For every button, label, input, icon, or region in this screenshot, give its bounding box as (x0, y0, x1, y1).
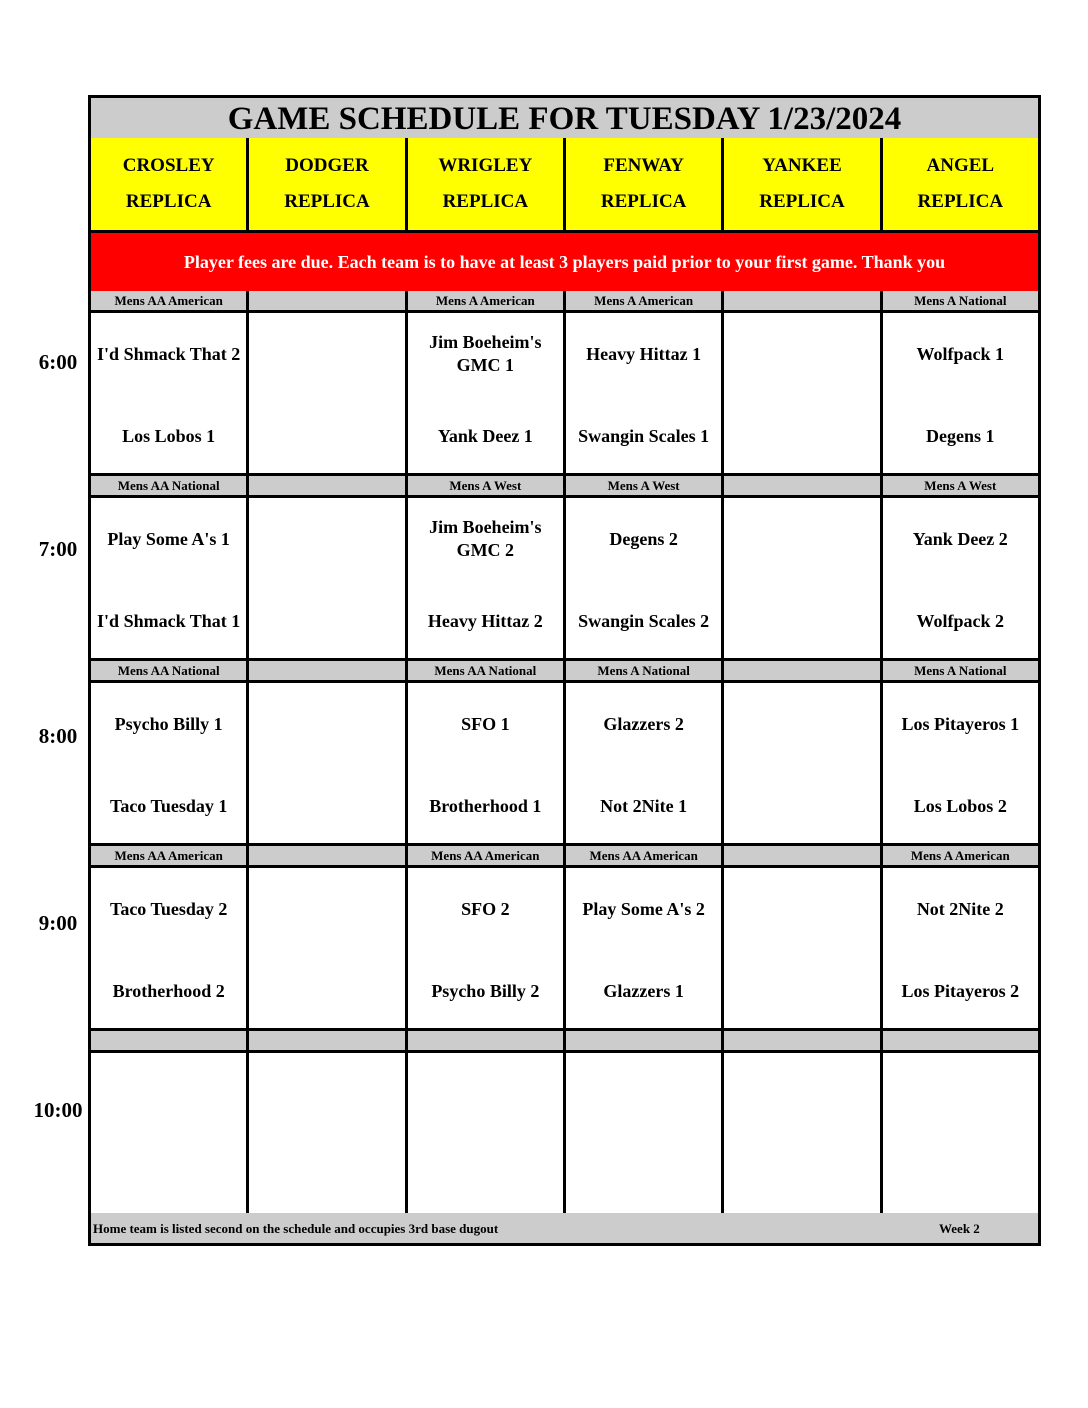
footer-bar (91, 1213, 1038, 1243)
field-header (249, 138, 404, 230)
away-team: Taco Tuesday 2 (109, 898, 228, 919)
field-subtitle: REPLICA (125, 191, 212, 212)
game-cell (883, 313, 1038, 473)
league-row (91, 661, 1038, 680)
game-cell (91, 1053, 246, 1213)
home-team (251, 596, 402, 646)
league-label (408, 1031, 563, 1050)
game-row (91, 868, 1038, 1028)
field-name: ANGEL (926, 155, 995, 176)
league-row (91, 476, 1038, 495)
game-cell (724, 1053, 879, 1213)
league-label: Mens A American (566, 291, 721, 310)
game-row (91, 1053, 1038, 1213)
game-cell (408, 313, 563, 473)
field-header-row (91, 138, 1038, 230)
home-team: Swangin Scales 2 (578, 610, 710, 631)
schedule-table (88, 95, 1041, 1246)
away-team (251, 1069, 402, 1119)
home-team (410, 1151, 561, 1201)
field-header (883, 138, 1038, 230)
game-cell (883, 868, 1038, 1028)
away-team: Play Some A's 1 (107, 528, 230, 549)
home-team: Not 2Nite 1 (600, 795, 688, 816)
home-team: Los Lobos 2 (913, 795, 1007, 816)
home-team (251, 781, 402, 831)
time-label: 9:00 (38, 911, 78, 935)
league-label: Mens AA National (91, 661, 246, 680)
footer-note: Home team is listed second on the schedule and occupies 3rd base dugout (93, 1221, 499, 1236)
league-label (249, 476, 404, 495)
home-team: Degens 1 (926, 425, 995, 446)
game-cell (566, 313, 721, 473)
league-label (724, 661, 879, 680)
league-row (91, 291, 1038, 310)
time-label: 6:00 (38, 350, 78, 374)
game-cell (566, 683, 721, 843)
home-team: Yank Deez 1 (437, 425, 533, 446)
time-label: 8:00 (38, 724, 78, 748)
game-cell (566, 498, 721, 658)
home-team (726, 966, 877, 1016)
away-team: Degens 2 (609, 528, 678, 549)
game-row (91, 498, 1038, 658)
league-row (91, 846, 1038, 865)
league-label (91, 1031, 246, 1050)
league-row (91, 1031, 1038, 1050)
league-label: Mens A American (408, 291, 563, 310)
away-team: SFO 2 (461, 898, 510, 919)
away-team (726, 1069, 877, 1119)
league-label: Mens A National (883, 291, 1038, 310)
away-team (251, 514, 402, 564)
game-cell (249, 1053, 404, 1213)
home-team (251, 411, 402, 461)
away-team: Psycho Billy 1 (114, 713, 223, 734)
league-label: Mens A West (408, 476, 563, 495)
league-label: Mens AA American (566, 846, 721, 865)
away-team (726, 514, 877, 564)
league-label: Mens A American (883, 846, 1038, 865)
game-cell (724, 683, 879, 843)
home-team: Los Pitayeros 2 (901, 980, 1020, 1001)
home-team: Heavy Hittaz 2 (427, 610, 543, 631)
league-label (249, 846, 404, 865)
field-subtitle: REPLICA (917, 191, 1004, 212)
home-team: Glazzers 1 (603, 980, 684, 1001)
game-cell (883, 498, 1038, 658)
field-header (566, 138, 721, 230)
game-cell (408, 683, 563, 843)
game-row (91, 683, 1038, 843)
away-team: Los Pitayeros 1 (901, 713, 1020, 734)
league-label: Mens AA American (408, 846, 563, 865)
league-label: Mens AA National (408, 661, 563, 680)
league-label: Mens A West (566, 476, 721, 495)
away-team: SFO 1 (461, 713, 510, 734)
game-cell (91, 868, 246, 1028)
league-label (724, 291, 879, 310)
field-header (724, 138, 879, 230)
league-label (724, 846, 879, 865)
field-name: WRIGLEY (438, 155, 533, 176)
home-team: Los Lobos 1 (122, 425, 216, 446)
away-team: Jim Boeheim's GMC 2 (429, 517, 542, 560)
away-team: Wolfpack 1 (916, 343, 1005, 364)
away-team: Not 2Nite 2 (916, 898, 1004, 919)
away-team: Heavy Hittaz 1 (586, 343, 702, 364)
away-team (726, 699, 877, 749)
game-row (91, 313, 1038, 473)
field-subtitle: REPLICA (442, 191, 529, 212)
league-label: Mens AA American (91, 846, 246, 865)
away-team: I'd Shmack That 2 (97, 343, 241, 364)
league-label: Mens A National (883, 661, 1038, 680)
league-label (249, 1031, 404, 1050)
league-label: Mens A National (566, 661, 721, 680)
away-team: Play Some A's 2 (582, 898, 705, 919)
game-cell (566, 868, 721, 1028)
away-team (568, 1069, 719, 1119)
home-team (726, 1151, 877, 1201)
away-team (251, 884, 402, 934)
away-team (251, 329, 402, 379)
away-team (410, 1069, 561, 1119)
away-team: Yank Deez 2 (912, 528, 1008, 549)
league-label: Mens A West (883, 476, 1038, 495)
away-team (726, 884, 877, 934)
league-label: Mens AA National (91, 476, 246, 495)
game-cell (249, 498, 404, 658)
field-subtitle: REPLICA (759, 191, 845, 212)
home-team (726, 411, 877, 461)
week-label: Week 2 (939, 1221, 980, 1236)
field-header (91, 138, 246, 230)
home-team: Brotherhood 2 (112, 980, 225, 1001)
home-team (885, 1151, 1036, 1201)
home-team (93, 1151, 244, 1201)
game-cell (249, 683, 404, 843)
away-team (726, 329, 877, 379)
game-cell (724, 498, 879, 658)
league-label (883, 1031, 1038, 1050)
field-name: CROSLEY (122, 155, 215, 176)
away-team: Jim Boeheim's GMC 1 (429, 332, 542, 375)
game-cell (91, 313, 246, 473)
fee-notice: Player fees are due. Each team is to have at least 3 players paid prior to your first game. Thank you (91, 233, 1038, 291)
league-label: Mens AA American (91, 291, 246, 310)
away-team (885, 1069, 1036, 1119)
field-subtitle: REPLICA (284, 191, 370, 212)
home-team (251, 966, 402, 1016)
home-team: Swangin Scales 1 (578, 425, 710, 446)
game-cell (883, 1053, 1038, 1213)
home-team (726, 596, 877, 646)
game-cell (408, 1053, 563, 1213)
game-cell (249, 868, 404, 1028)
field-name: YANKEE (762, 155, 842, 176)
league-label (724, 476, 879, 495)
home-team: Psycho Billy 2 (431, 980, 540, 1001)
home-team: Wolfpack 2 (916, 610, 1005, 631)
home-team: I'd Shmack That 1 (97, 610, 241, 631)
schedule-title: GAME SCHEDULE FOR TUESDAY 1/23/2024 (91, 98, 1038, 138)
time-label: 7:00 (38, 537, 78, 561)
field-header (408, 138, 563, 230)
game-cell (91, 498, 246, 658)
away-team (93, 1069, 244, 1119)
game-cell (724, 868, 879, 1028)
field-name: DODGER (285, 155, 369, 176)
game-cell (408, 868, 563, 1028)
league-label (724, 1031, 879, 1050)
game-cell (724, 313, 879, 473)
home-team (726, 781, 877, 831)
game-cell (91, 683, 246, 843)
game-cell (249, 313, 404, 473)
field-name: FENWAY (603, 155, 684, 176)
home-team: Taco Tuesday 1 (109, 795, 228, 816)
league-label (566, 1031, 721, 1050)
home-team (251, 1151, 402, 1201)
home-team: Brotherhood 1 (429, 795, 542, 816)
time-label: 10:00 (33, 1098, 83, 1122)
game-cell (566, 1053, 721, 1213)
game-cell (408, 498, 563, 658)
league-label (249, 661, 404, 680)
home-team (568, 1151, 719, 1201)
away-team (251, 699, 402, 749)
league-label (249, 291, 404, 310)
field-subtitle: REPLICA (600, 191, 687, 212)
away-team: Glazzers 2 (603, 713, 684, 734)
game-cell (883, 683, 1038, 843)
